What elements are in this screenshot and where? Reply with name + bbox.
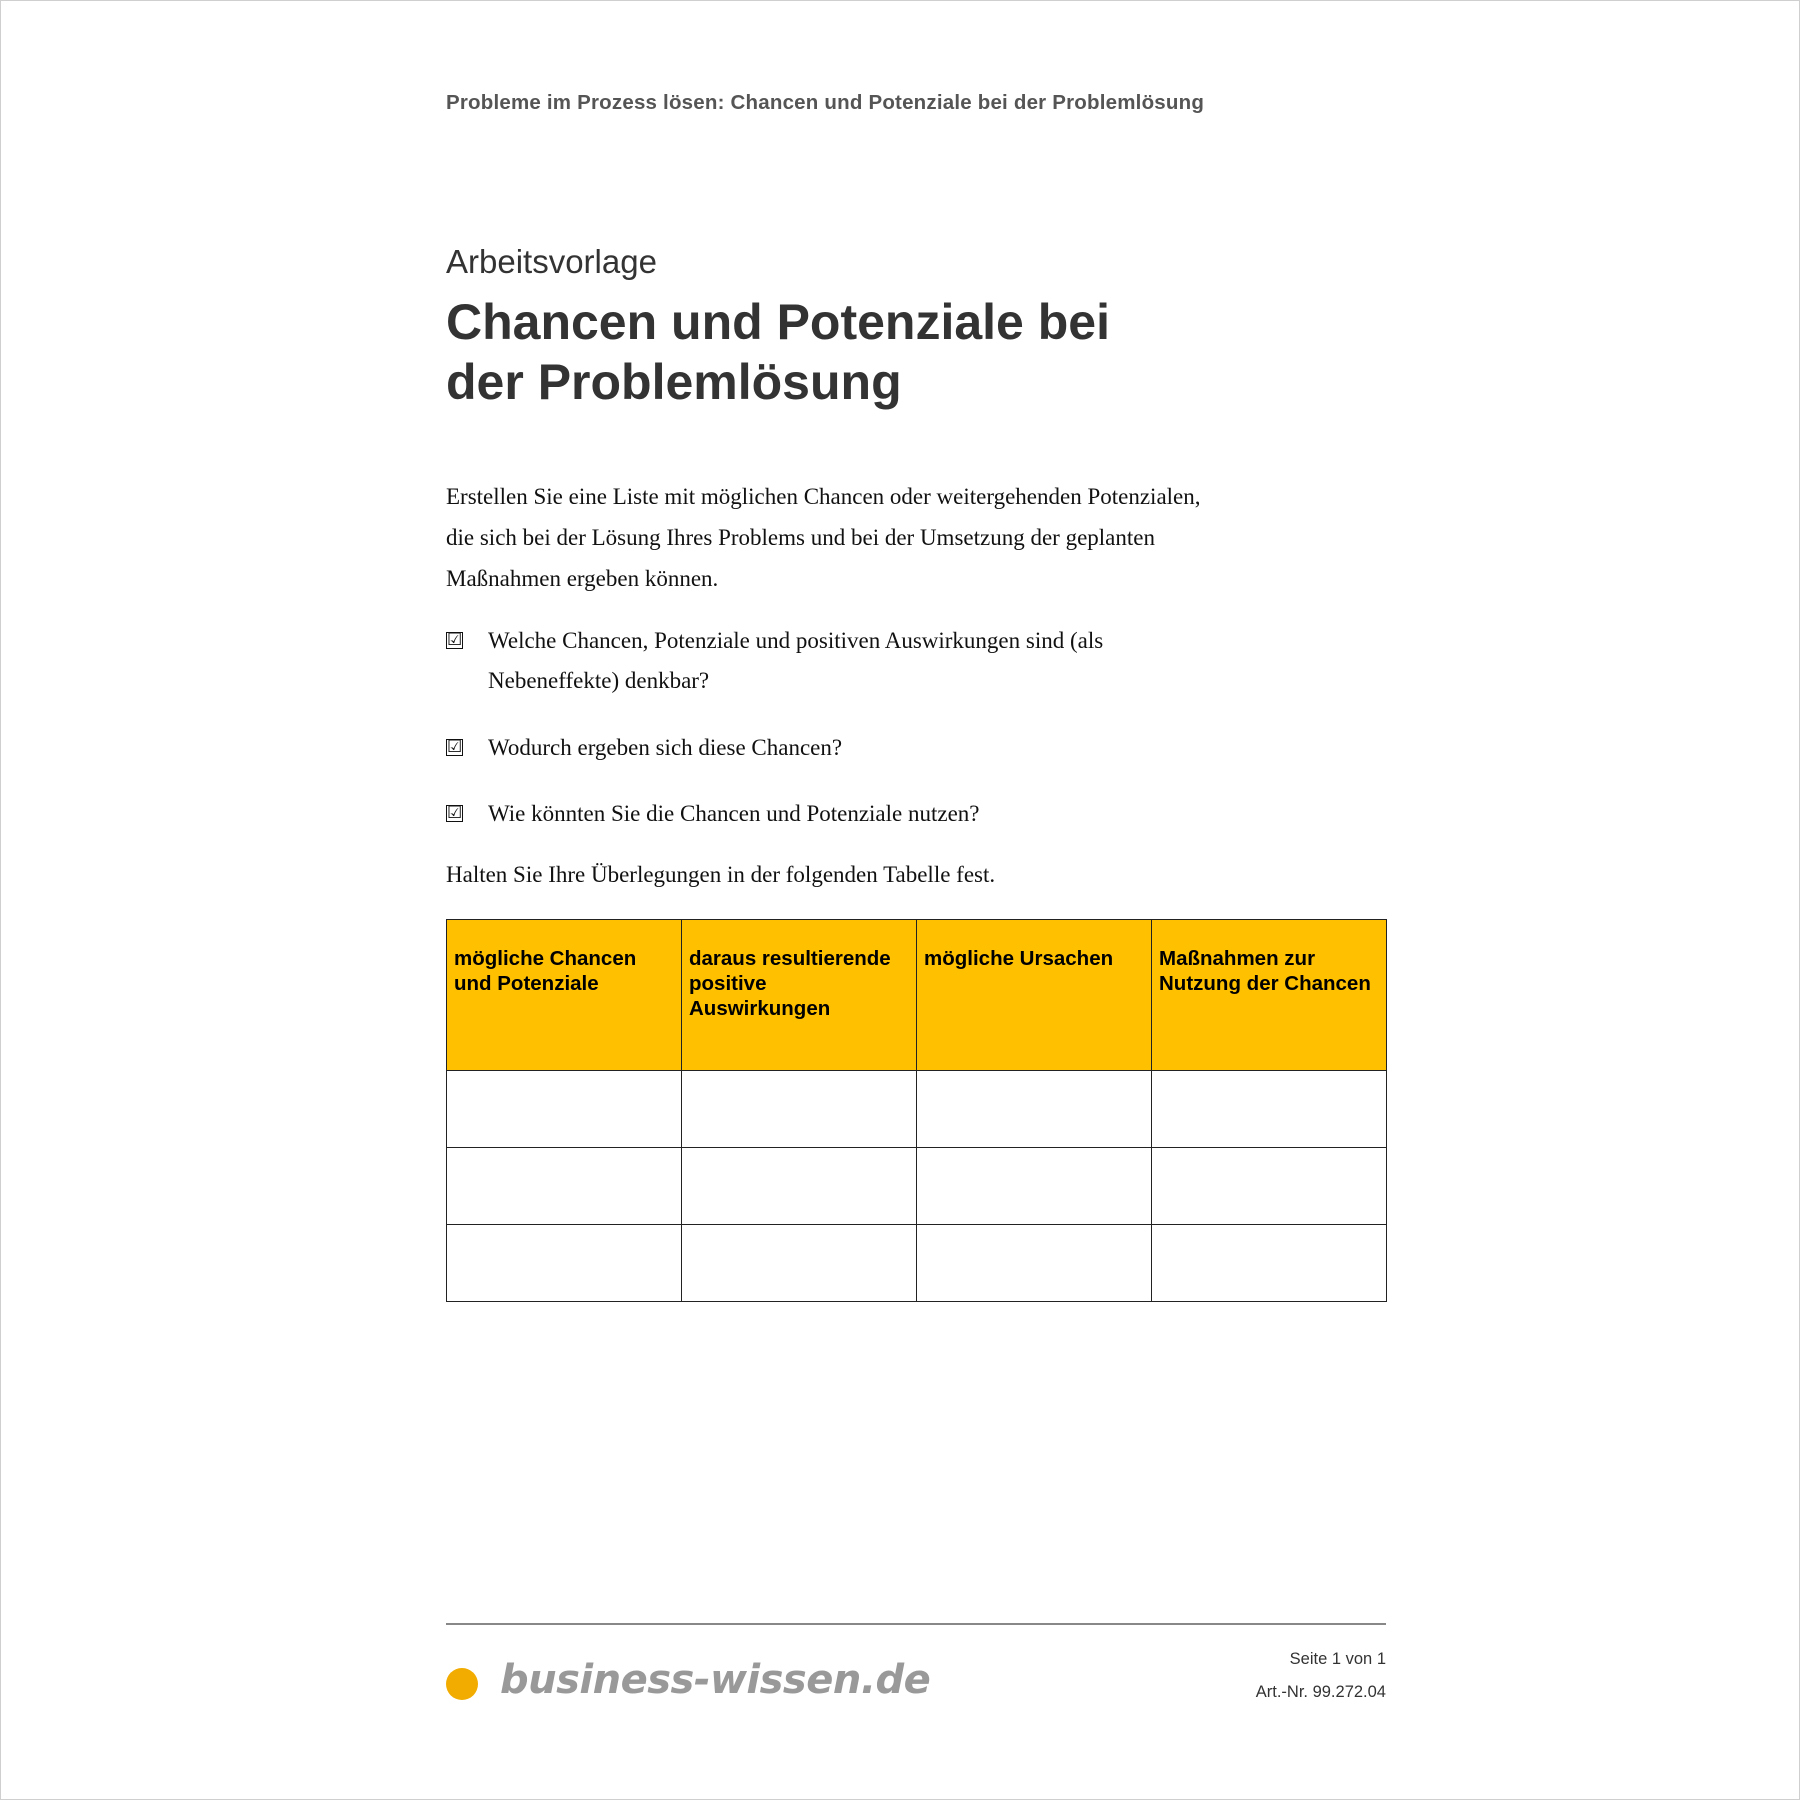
checkbox-checked-icon: ☑: [447, 803, 463, 822]
column-header: mögliche Ursachen: [917, 920, 1152, 1071]
table-cell[interactable]: [917, 1148, 1152, 1225]
logo-dot-icon: [446, 1668, 478, 1700]
table-row: [447, 1225, 1387, 1302]
page-title: [446, 292, 1346, 412]
footer-divider: [446, 1623, 1386, 1625]
table-cell[interactable]: [682, 1148, 917, 1225]
intro-paragraph: Erstellen Sie eine Liste mit möglichen Chancen oder weitergehenden Potenzialen, die sich bei der Lösung Ihres Problems und bei der Umsetzung der geplanten Maßnahmen ergeben können.: [446, 484, 1201, 591]
title-line-2: der Problemlösung: [446, 354, 902, 410]
table-row: [447, 1148, 1387, 1225]
table-cell[interactable]: [447, 1071, 682, 1148]
table-cell[interactable]: [1152, 1071, 1387, 1148]
table-intro: Halten Sie Ihre Überlegungen in der folgenden Tabelle fest.: [446, 862, 996, 887]
table-cell[interactable]: [447, 1225, 682, 1302]
running-header: Probleme im Prozess lösen: Chancen und Potenziale bei der Problemlösung: [446, 91, 1205, 114]
table-cell[interactable]: [682, 1225, 917, 1302]
table-cell[interactable]: [917, 1225, 1152, 1302]
brand-logo: business-wissen.de: [500, 1657, 931, 1703]
checklist-item-text: Wie könnten Sie die Chancen und Potenziale nutzen?: [488, 801, 980, 826]
table-header-row: [447, 920, 1387, 1071]
table-cell[interactable]: [447, 1148, 682, 1225]
document-kicker: Arbeitsvorlage: [446, 243, 657, 280]
checkbox-checked-icon: ☑: [447, 630, 463, 649]
page-number: Seite 1 von 1: [1289, 1650, 1386, 1668]
worksheet-table: [446, 919, 1387, 1302]
title-line-1: Chancen und Potenziale bei: [446, 294, 1110, 350]
table-row: [447, 1071, 1387, 1148]
table-cell[interactable]: [682, 1071, 917, 1148]
column-header: mögliche Chancen und Potenziale: [447, 920, 682, 1071]
table-cell[interactable]: [1152, 1148, 1387, 1225]
checkbox-checked-icon: ☑: [447, 737, 463, 756]
checklist-item-text: Welche Chancen, Potenziale und positiven Auswirkungen sind (als Nebeneffekte) denkbar?: [488, 628, 1104, 693]
column-header: Maßnahmen zur Nutzung der Chancen: [1152, 920, 1387, 1071]
column-header: daraus resultierende positive Auswirkungen: [682, 920, 917, 1071]
checklist-item-text: Wodurch ergeben sich diese Chancen?: [488, 735, 843, 760]
table-cell[interactable]: [917, 1071, 1152, 1148]
article-number: Art.-Nr. 99.272.04: [1255, 1683, 1386, 1701]
table-cell[interactable]: [1152, 1225, 1387, 1302]
